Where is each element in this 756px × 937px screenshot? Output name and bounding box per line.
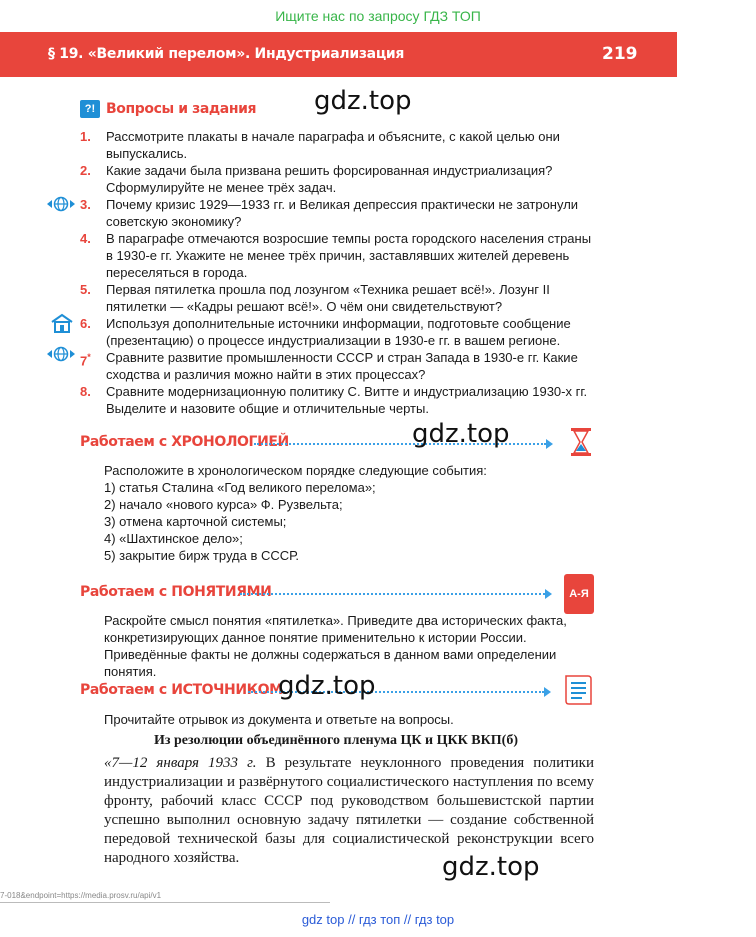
- home-icon: [50, 313, 74, 333]
- globe-icon: [46, 346, 76, 362]
- chronology-block: [104, 462, 594, 564]
- question-text: В параграфе отмечаются возросшие темпы роста городского населения страны в 1930-е гг. Укажите не менее трёх причин, заставлявших жителей деревень переселяться в города.: [106, 231, 592, 280]
- questions-title: Вопросы и задания: [106, 101, 257, 117]
- chronology-item: 5) закрытие бирж труда в СССР.: [104, 548, 299, 563]
- question-text: Используя дополнительные источники информации, подготовьте сообщение (презентацию) о процессе индустриализации в 1930-е гг. в вашем регионе.: [106, 316, 571, 348]
- source-title: Работаем с ИСТОЧНИКОМ: [80, 682, 283, 698]
- arrow-right-icon: [545, 589, 552, 599]
- source-intro: Прочитайте отрывок из документа и ответьте на вопросы.: [104, 712, 454, 727]
- question-item: [80, 281, 600, 315]
- questions-icon: ?!: [80, 100, 100, 118]
- document-text: [104, 754, 594, 868]
- document-body: В результате неуклонного проведения политики индустриализации и развёрнутого социалистического наступления по всему фронту, рабочий класс СССР под руководством большевистской партии успешно выполнил основную задачу пятилетки — создание собственной передовой технической базы для социалистической реконструкции всего народного хозяйства.: [104, 755, 594, 866]
- globe-icon: [46, 196, 76, 212]
- watermark: gdz.top: [442, 852, 540, 882]
- question-number: 6.: [80, 316, 91, 331]
- document-date: «7—12 января 1933 г.: [104, 755, 257, 771]
- question-item: [80, 349, 600, 383]
- questions-list: [80, 128, 600, 417]
- question-item: [80, 128, 600, 162]
- question-text: Какие задачи была призвана решить форсированная индустриализация? Сформулируйте не менее трёх задач.: [106, 163, 553, 195]
- chronology-title: Работаем с ХРОНОЛОГИЕЙ: [80, 434, 289, 450]
- question-text: Первая пятилетка прошла под лозунгом «Техника решает всё!». Лозунг II пятилетки — «Кадры решают всё!». О чём они свидетельствуют?: [106, 282, 550, 314]
- question-number: 7*: [80, 352, 91, 369]
- concepts-title: Работаем с ПОНЯТИЯМИ: [80, 584, 272, 600]
- dictionary-book-icon: А-Я: [564, 574, 594, 614]
- page-header: [0, 32, 677, 77]
- watermark: gdz.top: [278, 671, 376, 701]
- question-item: [80, 196, 600, 230]
- bottom-banner[interactable]: gdz top // гдз топ // гдз top: [301, 912, 455, 927]
- hourglass-icon: [569, 427, 593, 457]
- concepts-text: Раскройте смысл понятия «пятилетка». Приведите два исторических факта, конкретизирующих данное понятие применительно к истории России. Приведённые факты не должны содержаться в данном вами определении понятия.: [104, 613, 567, 679]
- chronology-item: 3) отмена карточной системы;: [104, 514, 287, 529]
- question-item: [80, 315, 600, 349]
- question-number: 3.: [80, 197, 91, 212]
- question-number: 5.: [80, 282, 91, 297]
- question-number: 8.: [80, 384, 91, 399]
- footer-url: 7-018&endpoint=https://media.prosv.ru/api/v1: [0, 891, 162, 900]
- arrow-right-icon: [544, 687, 551, 697]
- watermark: gdz.top: [412, 419, 510, 449]
- chronology-item: 1) статья Сталина «Год великого перелома»;: [104, 480, 376, 495]
- chronology-item: 4) «Шахтинское дело»;: [104, 531, 243, 546]
- chronology-item: 2) начало «нового курса» Ф. Рузвельта;: [104, 497, 343, 512]
- question-item: [80, 230, 600, 281]
- question-item: [80, 383, 600, 417]
- question-item: [80, 162, 600, 196]
- document-scroll-icon: [560, 673, 594, 707]
- document-title: Из резолюции объединённого пленума ЦК и ЦКК ВКП(б): [154, 733, 518, 748]
- top-banner[interactable]: Ищите нас по запросу ГДЗ ТОП: [275, 8, 481, 24]
- question-number: 2.: [80, 163, 91, 178]
- question-text: Сравните развитие промышленности СССР и стран Запада в 1930-е гг. Какие сходства и различия можно найти в этих процессах?: [106, 350, 578, 382]
- chronology-intro: Расположите в хронологическом порядке следующие события:: [104, 463, 487, 478]
- question-text: Почему кризис 1929—1933 гг. и Великая депрессия практически не затронули советскую экономику?: [106, 197, 579, 229]
- question-text: Сравните модернизационную политику С. Витте и индустриализацию 1930-х гг. Выделите и назовите общие и отличительные черты.: [106, 384, 588, 416]
- question-star: *: [87, 352, 91, 362]
- footer-divider: [0, 902, 330, 903]
- question-number: 1.: [80, 129, 91, 144]
- watermark: gdz.top: [314, 86, 412, 116]
- divider-line: [240, 593, 545, 595]
- question-text: Рассмотрите плакаты в начале параграфа и объясните, с какой целью они выпускались.: [106, 129, 560, 161]
- question-number: 4.: [80, 231, 91, 246]
- arrow-right-icon: [546, 439, 553, 449]
- page-number: 219: [602, 44, 638, 64]
- chapter-title: § 19. «Великий перелом». Индустриализация: [48, 46, 405, 62]
